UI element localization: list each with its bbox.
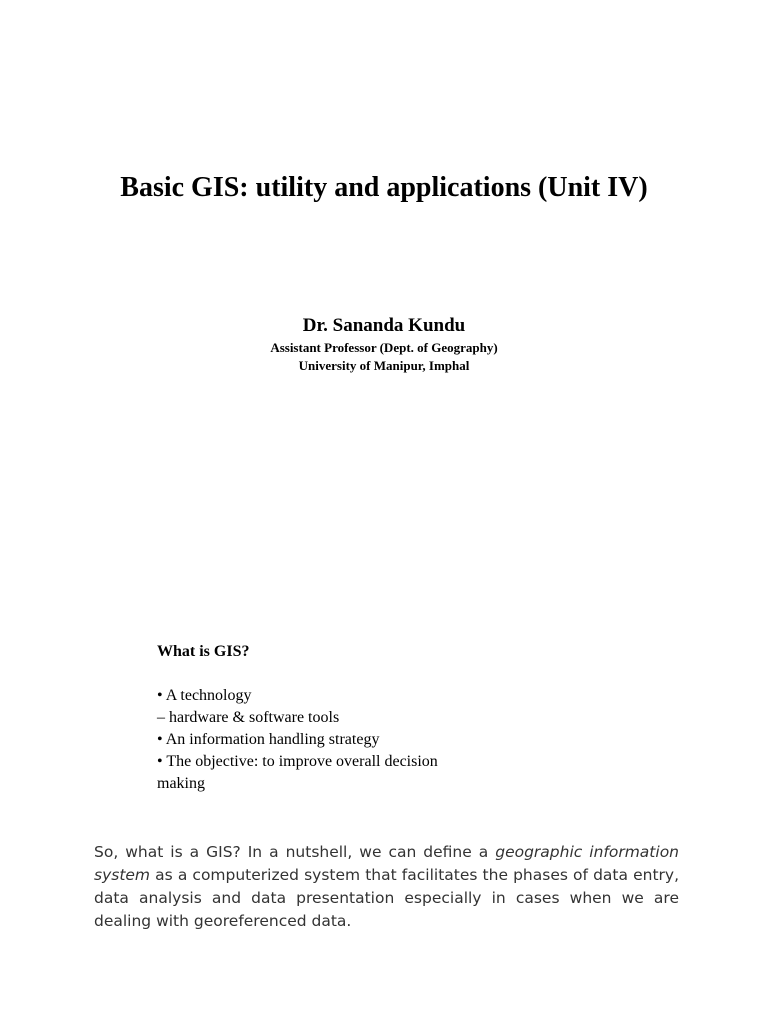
gis-line: making <box>157 775 205 792</box>
what-is-gis-heading: What is GIS? <box>157 643 250 660</box>
definition-emphasis: geographic information system <box>94 843 680 884</box>
author-block <box>184 313 584 375</box>
gis-line: • The objective: to improve overall decision <box>157 753 438 770</box>
author-position: Assistant Professor (Dept. of Geography) <box>270 340 498 355</box>
author-name: Dr. Sananda Kundu <box>302 315 466 336</box>
gis-definition-paragraph <box>94 841 679 933</box>
author-institution: University of Manipur, Imphal <box>298 358 470 373</box>
gis-line: – hardware & software tools <box>157 709 340 726</box>
gis-line: • A technology <box>157 687 252 704</box>
what-is-gis-section <box>157 641 517 795</box>
gis-line: • An information handling strategy <box>157 731 380 748</box>
definition-text-after: as a computerized system that facilitates the phases of data entry, data analysis and data presentation especially in cases when we are dealing with georeferenced data. <box>94 866 679 930</box>
definition-text-before: So, what is a GIS? In a nutshell, we can define a <box>94 843 496 861</box>
document-title: Basic GIS: utility and applications (Unit IV) <box>120 172 648 203</box>
